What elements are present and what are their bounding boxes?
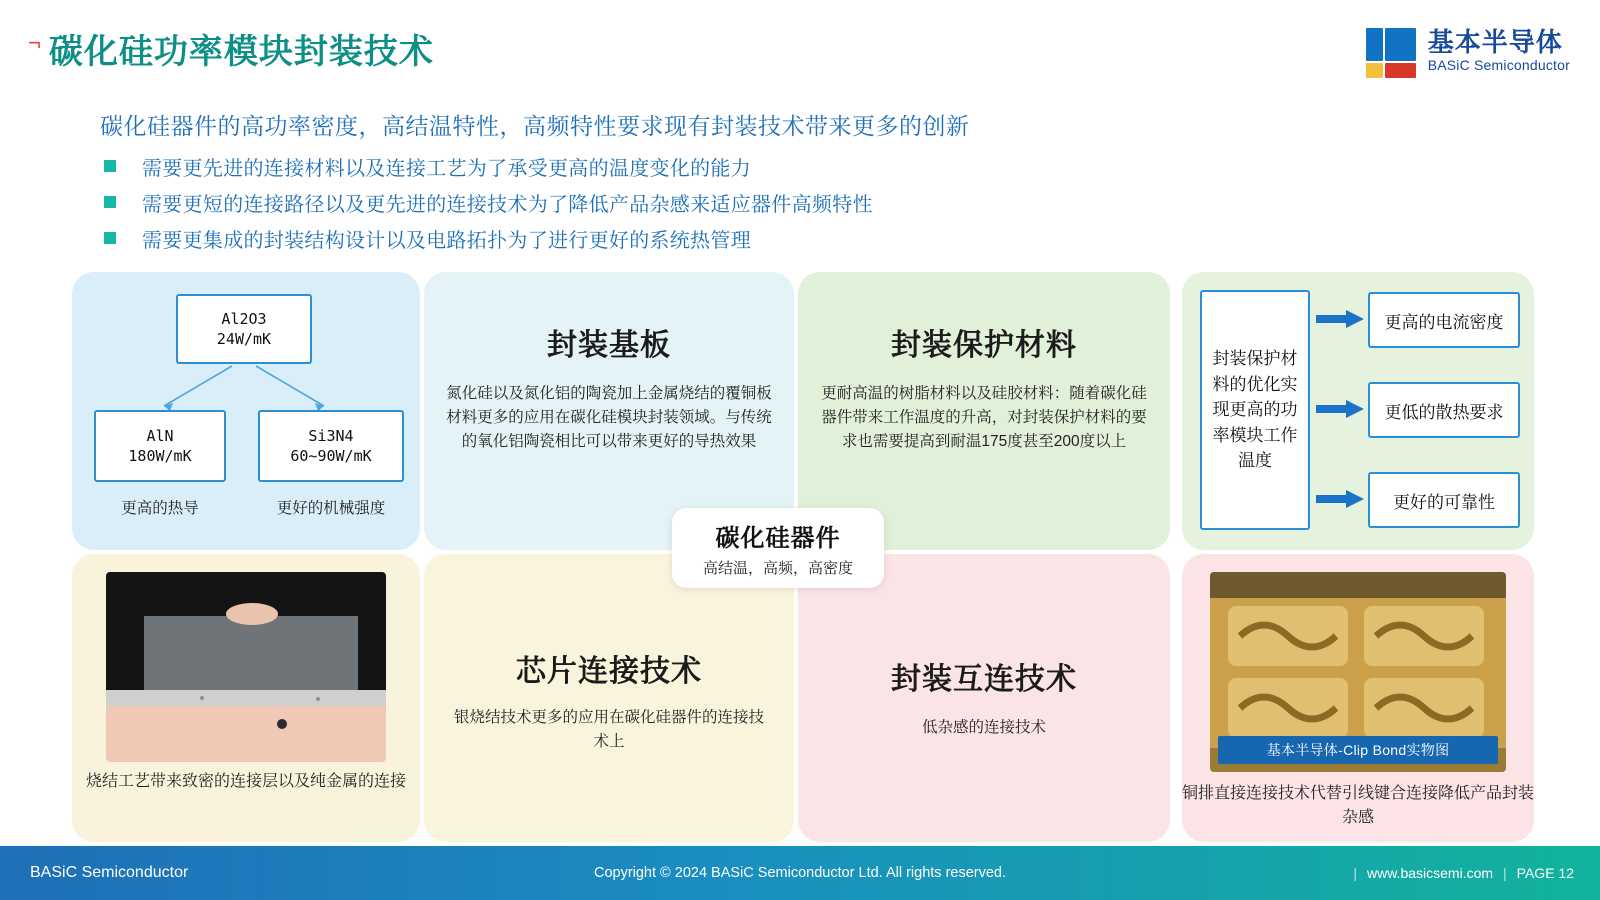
card-body: 氮化硅以及氮化铝的陶瓷加上金属烧结的覆铜板材料更多的应用在碳化硅模块封装领域。与传统的氧化铝陶瓷相比可以带来更好的导热效果 [446,385,772,451]
card-materials [72,272,420,550]
page-title: 碳化硅功率模块封装技术 [48,33,434,71]
footer-brand: BASiC Semiconductor [30,864,189,881]
title-marker-icon: ⌐ [28,29,41,55]
company-logo [1366,28,1570,74]
list-item [104,184,1304,220]
benefit-item: 更低的散热要求 [1368,382,1520,438]
material-box-aln [94,410,226,482]
material-box-si3n4 [258,410,404,482]
card-heading: 封装保护材料 [891,329,1077,362]
card-benefits [1182,272,1534,550]
card-sinter-photo [72,554,420,842]
footer-right [1353,865,1574,881]
sinter-cross-section-image [106,572,386,762]
material-value: 24W/mK [216,330,272,348]
logo-mark-icon [1366,28,1418,74]
logo-text [1428,29,1570,73]
list-item [104,148,1304,184]
arrow-right-icon [1316,490,1364,508]
footer-divider: | [1503,865,1507,881]
badge-title: 碳化硅器件 [715,525,841,552]
clip-bond-caption: 铜排直接连接技术代替引线键合连接降低产品封装杂感 [1182,785,1534,826]
bullet-text: 需要更集成的封装结构设计以及电路拓扑为了进行更好的系统热管理 [142,229,751,252]
material-caption-aln: 更高的热导 [121,500,199,517]
footer-page-number: PAGE 12 [1516,865,1574,881]
footer-website[interactable]: www.basicsemi.com [1367,865,1494,881]
square-bullet-icon [104,232,116,244]
card-body: 更耐高温的树脂材料以及硅胶材料：随着碳化硅器件带来工作温度的升高，对封装保护材料的要求也需要提高到耐温175度甚至200度以上 [821,385,1147,451]
content-grid [72,272,1534,842]
footer-copyright: Copyright © 2024 BASiC Semiconductor Ltd. All rights reserved. [593,865,1007,881]
material-name: Si3N4 [308,426,354,445]
clip-bond-badge: 基本半导体-Clip Bond实物图 [1218,736,1498,764]
material-value: 180W/mK [128,447,192,465]
lead-paragraph: 碳化硅器件的高功率密度，高结温特性，高频特性要求现有封装技术带来更多的创新 [100,113,970,139]
benefit-item: 更好的可靠性 [1368,472,1520,528]
clip-bond-image [1210,572,1506,772]
logo-name-cn: 基本半导体 [1427,27,1563,57]
bullet-list [104,148,1304,256]
material-caption-si3n4: 更好的机械强度 [276,500,386,517]
slide-title-row [28,24,434,73]
card-interconnect [798,554,1170,842]
card-die-attach [424,554,794,842]
bullet-text: 需要更短的连接路径以及更先进的连接技术为了降低产品杂感来适应器件高频特性 [142,193,873,216]
square-bullet-icon [104,196,116,208]
arrow-right-icon [1316,310,1364,328]
material-name: Al2O3 [221,309,267,328]
logo-name-en: BASiC Semiconductor [1427,57,1570,74]
list-item [104,220,1304,256]
square-bullet-icon [104,160,116,172]
sinter-photo-caption: 烧结工艺带来致密的连接层以及纯金属的连接 [85,773,406,790]
footer-divider: | [1353,865,1357,881]
benefits-source-text: 封装保护材料的优化实现更高的功率模块工作温度 [1212,349,1298,471]
card-body: 低杂感的连接技术 [921,719,1046,736]
sinter-photo-graphic [106,572,386,762]
arrow-right-icon [1316,400,1364,418]
card-heading: 封装基板 [547,329,671,362]
card-clip-bond-photo [1182,554,1534,842]
material-value: 60~90W/mK [290,447,372,465]
badge-subtitle: 高结温，高频，高密度 [702,560,853,577]
benefit-item: 更高的电流密度 [1368,292,1520,348]
sic-device-badge [672,508,884,588]
card-heading: 封装互连技术 [891,663,1077,696]
card-body: 银烧结技术更多的应用在碳化硅器件的连接技术上 [454,709,765,751]
material-name: AlN [146,426,174,445]
bullet-text: 需要更先进的连接材料以及连接工艺为了承受更高的温度变化的能力 [142,157,751,180]
slide-footer [0,846,1600,900]
card-heading: 芯片连接技术 [516,655,702,688]
material-box-al2o3 [176,294,312,364]
benefits-source-box [1200,290,1310,530]
